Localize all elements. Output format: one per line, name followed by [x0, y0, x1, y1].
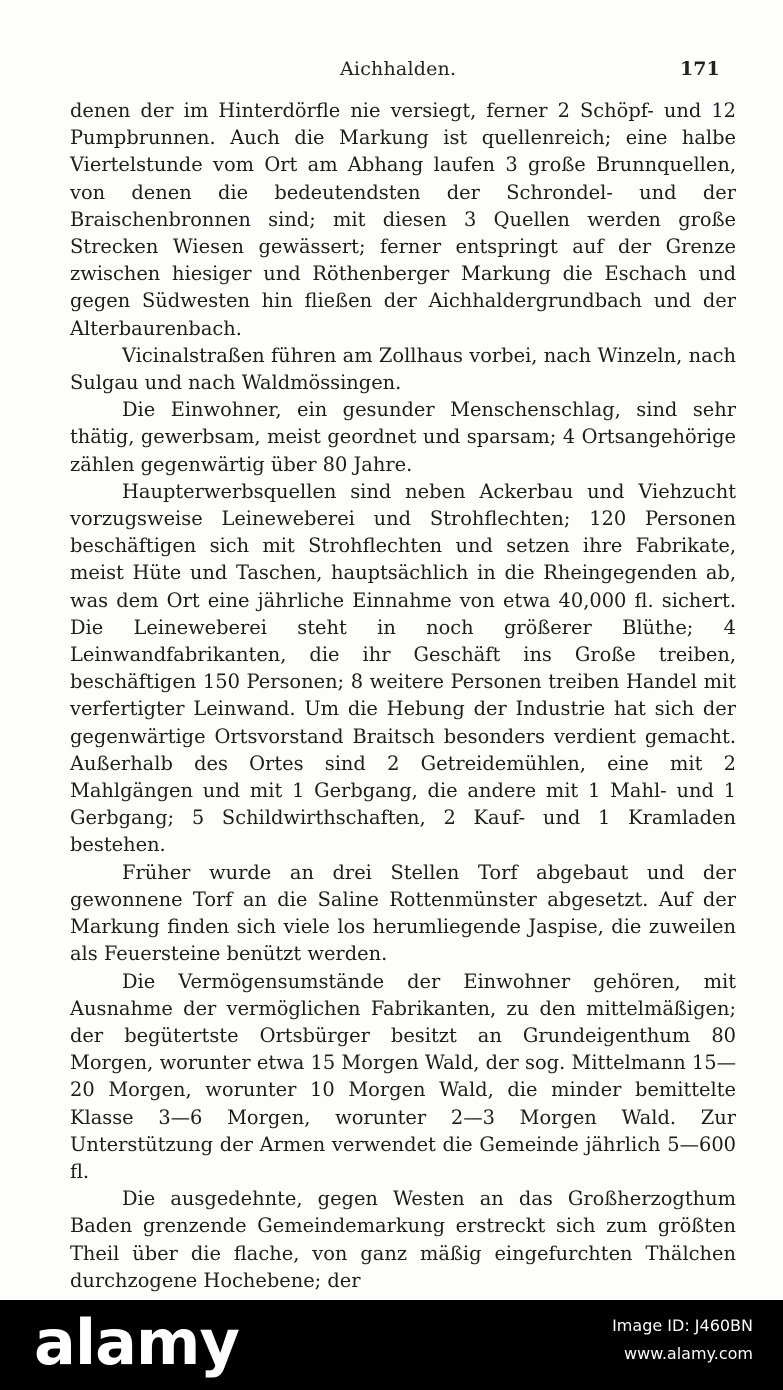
paragraph-peat: Früher wurde an drei Stellen Torf abgebaut und der gewonnene Torf an die Saline Rottenmünster abgesetzt. Auf der Markung finden sich viele los herumliegende Jaspise, die zuweilen als Feuersteine benützt werden.	[70, 860, 736, 966]
paragraph-trade: Haupterwerbsquellen sind neben Ackerbau und Viehzucht vorzugsweise Leineweberei und Strohflechten; 120 Personen beschäftigen sich mit Strohflechten und setzen ihre Fabrikate, meist Hüte und Taschen, hauptsächlich in die Rheingegenden ab, was dem Ort eine jährliche Einnahme von etwa 40,000 fl. sichert. Die Leineweberei steht in noch größerer Blüthe; 4 Leinwandfabrikanten, die ihr Geschäft ins Große treiben, beschäftigen 150 Personen; 8 weitere Personen treiben Handel mit verfertigter Leinwand. Um die Hebung der Industrie hat sich der gegenwärtige Ortsvorstand Braitsch besonders verdient gemacht. Außerhalb des Ortes sind 2 Getreidemühlen, eine mit 2 Mahlgängen und mit 1 Gerbgang, die andere mit 1 Mahl- und 1 Gerbgang; 5 Schildwirthschaften, 2 Kauf- und 1 Kramladen bestehen.	[70, 479, 736, 857]
page-number: 171	[680, 58, 720, 80]
paragraph-terrain: Die ausgedehnte, gegen Westen an das Großherzogthum Baden grenzende Gemeindemarkung erstreckt sich zum größten Theil über die flache, von ganz mäßig eingefurchten Thälchen durchzogene Hochebene; der	[70, 1187, 736, 1292]
footer-info	[612, 1315, 753, 1371]
running-head	[0, 58, 783, 88]
paragraph-roads: Vicinalstraßen führen am Zollhaus vorbei, nach Winzeln, nach Sulgau und nach Waldmössingen.	[70, 343, 736, 395]
footer-url: www.alamy.com	[624, 1344, 753, 1363]
image-id-label: Image ID: J460BN	[612, 1316, 753, 1335]
watermark-banner	[0, 1300, 783, 1390]
paragraph-wealth: Die Vermögensumstände der Einwohner gehören, mit Ausnahme der vermöglichen Fabrikanten, zu den mittelmäßigen; der begütertste Ortsbürger besitzt an Grundeigenthum 80 Morgen, worunter etwa 15 Morgen Wald, der sog. Mittelmann 15—20 Morgen, worunter 10 Morgen Wald, die minder bemittelte Klasse 3—6 Morgen, worunter 2—3 Morgen Wald. Zur Unterstützung der Armen verwendet die Gemeinde jährlich 5—600 fl.	[70, 969, 736, 1183]
paragraph-continuation: denen der im Hinterdörfle nie versiegt, ferner 2 Schöpf- und 12 Pumpbrunnen. Auch die Markung ist quellenreich; eine halbe Viertelstunde vom Ort am Abhang laufen 3 große Brunnquellen, von denen die bedeutendsten der Schrondel- und der Braischenbronnen sind; mit diesen 3 Quellen werden große Strecken Wiesen gewässert; ferner entspringt auf der Grenze zwischen hiesiger und Röthenberger Markung die Eschach und gegen Südwesten hin fließen der Aichhaldergrundbach und der Alterbaurenbach.	[70, 99, 736, 340]
paragraph-inhabitants: Die Einwohner, ein gesunder Menschenschlag, sind sehr thätig, gewerbsam, meist geordnet und sparsam; 4 Ortsangehörige zählen gegenwärtig über 80 Jahre.	[70, 398, 736, 476]
body-text	[70, 97, 736, 1294]
running-title: Aichhalden.	[340, 58, 457, 80]
alamy-logo: alamy	[34, 1306, 239, 1379]
